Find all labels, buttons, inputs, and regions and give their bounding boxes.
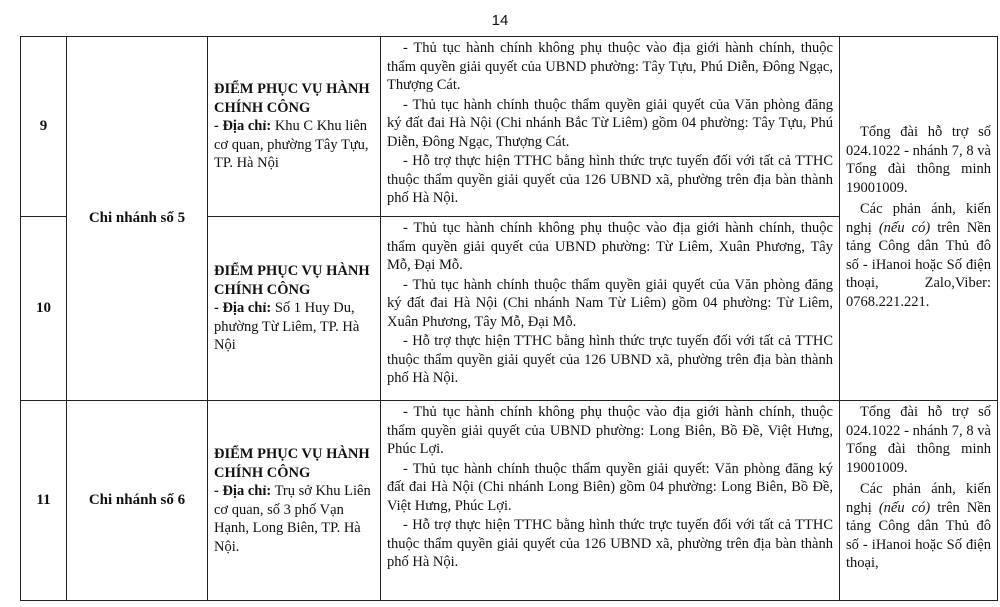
feedback-pre: Các phản ánh, kiến nghị (846, 481, 991, 516)
tasks-cell (381, 37, 840, 217)
branch-name: Chi nhánh số 5 (67, 37, 208, 401)
row-number: 11 (21, 401, 67, 601)
task-item: - Thủ tục hành chính không phụ thuộc vào địa giới hành chính, thuộc thẩm quyền giải quyết của UBND phường: Từ Liêm, Xuân Phương, Tây Mỗ, Đại Mỗ. (387, 220, 833, 273)
feedback-post: trên Nền tảng Công dân Thủ đô số - iHanoi hoặc Số điện thoại, (846, 499, 992, 571)
service-point-title: ĐIỂM PHỤC VỤ HÀNH CHÍNH CÔNG (214, 263, 370, 298)
support-cell (840, 401, 998, 601)
task-item: - Hỗ trợ thực hiện TTHC bằng hình thức trực tuyến đối với tất cả TTHC thuộc thẩm quyền giải quyết của 126 UBND xã, phường trên địa bàn thành phố Hà Nội. (387, 153, 833, 206)
task-item: - Thủ tục hành chính không phụ thuộc vào địa giới hành chính, thuộc thẩm quyền giải quyết của UBND phường: Long Biên, Bồ Đề, Việt Hưng, Phúc Lợi. (387, 404, 833, 457)
tasks-cell (381, 217, 840, 401)
address-text: Khu C Khu liên cơ quan, phường Tây Tựu, TP. Hà Nội (214, 118, 369, 172)
service-point-cell (208, 217, 381, 401)
page-number: 14 (491, 12, 509, 29)
table-row (21, 401, 998, 601)
support-cell (840, 37, 998, 401)
address-label: - Địa chỉ: (214, 300, 272, 317)
hotline-text: Tổng đài hỗ trợ số 024.1022 - nhánh 7, 8 và Tổng đài thông minh 19001009. (846, 124, 991, 196)
feedback-pre: Các phản ánh, kiến nghị (846, 201, 991, 236)
hotline-text: Tổng đài hỗ trợ số 024.1022 - nhánh 7, 8 và Tổng đài thông minh 19001009. (846, 404, 991, 476)
feedback-text (846, 200, 991, 311)
feedback-text (846, 480, 991, 573)
tasks-cell (381, 401, 840, 601)
branch-name: Chi nhánh số 6 (67, 401, 208, 601)
service-point-cell (208, 401, 381, 601)
address-text: Số 1 Huy Du, phường Từ Liêm, TP. Hà Nội (214, 300, 360, 354)
service-point-cell (208, 37, 381, 217)
task-item: - Thủ tục hành chính thuộc thẩm quyền giải quyết của Văn phòng đăng ký đất đai Hà Nội (Chi nhánh Bắc Từ Liêm) gồm 04 phường: Tây Tựu, Phú Diễn, Đông Ngạc, Thượng Cát. (387, 96, 833, 150)
task-item: - Hỗ trợ thực hiện TTHC bằng hình thức trực tuyến đối với tất cả TTHC thuộc thẩm quyền giải quyết của 126 UBND xã, phường trên địa bàn thành phố Hà Nội. (387, 517, 833, 570)
feedback-post: trên Nền tảng Công dân Thủ đô số - iHanoi hoặc Số điện thoại, Zalo,Viber: 0768.221.221. (846, 219, 992, 310)
feedback-italic: (nếu có) (878, 219, 931, 236)
address-text: Trụ sở Khu Liên cơ quan, số 3 phố Vạn Hạnh, Long Biên, TP. Hà Nội. (214, 483, 371, 555)
service-point-title: ĐIỂM PHỤC VỤ HÀNH CHÍNH CÔNG (214, 81, 370, 116)
address-label: - Địa chỉ: (214, 483, 272, 499)
task-item: - Thủ tục hành chính không phụ thuộc vào địa giới hành chính, thuộc thẩm quyền giải quyết của UBND phường: Tây Tựu, Phú Diễn, Đông Ngạc, Thượng Cát. (387, 40, 833, 93)
feedback-italic: (nếu có) (878, 499, 931, 516)
task-item: - Thủ tục hành chính thuộc thẩm quyền giải quyết của Văn phòng đăng ký đất đai Hà Nội (Chi nhánh Nam Từ Liêm) gồm 04 phường: Từ Liêm, Xuân Phương, Tây Mỗ, Đại Mỗ. (387, 276, 833, 330)
table-row (21, 37, 998, 217)
service-point-title: ĐIỂM PHỤC VỤ HÀNH CHÍNH CÔNG (214, 446, 370, 481)
row-number: 9 (21, 37, 67, 217)
row-number: 10 (21, 217, 67, 401)
task-item: - Hỗ trợ thực hiện TTHC bằng hình thức trực tuyến đối với tất cả TTHC thuộc thẩm quyền giải quyết của 126 UBND xã, phường trên địa bàn thành phố Hà Nội. (387, 333, 833, 386)
task-item: - Thủ tục hành chính thuộc thẩm quyền giải quyết: Văn phòng đăng ký đất đai Hà Nội (Chi nhánh Long Biên) gồm 04 phường: Long Biên, Bồ Đề, Việt Hưng, Phúc Lợi. (387, 460, 833, 514)
service-points-table (20, 36, 998, 601)
address-label: - Địa chỉ: (214, 118, 272, 135)
